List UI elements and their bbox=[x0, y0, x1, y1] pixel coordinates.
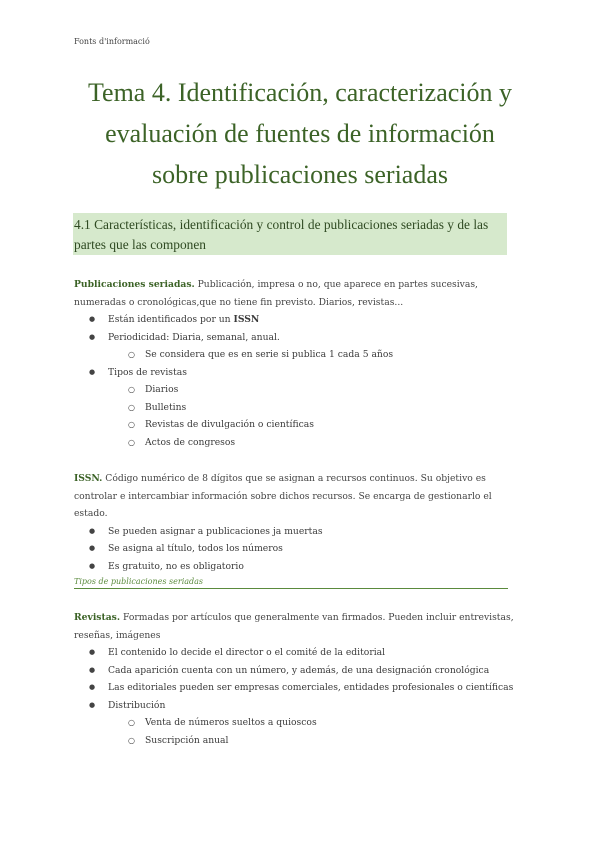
sub-list-item: ○ Revistas de divulgación o científicas bbox=[74, 416, 524, 434]
issn-block bbox=[74, 470, 524, 575]
issn-text: Código numérico de 8 dígitos que se asignan a recursos continuos. Su objetivo es controlar e intercambiar información sobre dichos recursos. Se encarga de gestionarlo el estado. bbox=[74, 473, 492, 519]
revistas-lead: Revistas. bbox=[74, 612, 121, 623]
issn-list bbox=[74, 523, 524, 576]
list-item: ● Se asigna al título, todos los números bbox=[74, 540, 524, 558]
list-item: ● Se pueden asignar a publicaciones ja muertas bbox=[74, 523, 524, 541]
revistas-list bbox=[74, 644, 524, 749]
tipos-subtitle: Tipos de publicaciones seriadas bbox=[74, 576, 508, 589]
running-header: Fonts d'informació bbox=[74, 37, 150, 46]
list-item: ● Cada aparición cuenta con un número, y además, de una designación cronológica bbox=[74, 662, 524, 680]
title-line-2: evaluación de fuentes de información bbox=[105, 119, 495, 148]
issn-paragraph bbox=[74, 470, 524, 523]
sub-list-item: ○ Diarios bbox=[74, 381, 524, 399]
list-item: ● Es gratuito, no es obligatorio bbox=[74, 558, 524, 576]
issn-lead: ISSN. bbox=[74, 473, 103, 484]
list-item: ● Periodicidad: Diaria, semanal, anual. bbox=[74, 329, 524, 347]
publicaciones-list bbox=[74, 311, 524, 451]
sub-list-item: ○ Venta de números sueltos a quioscos bbox=[74, 714, 524, 732]
revistas-paragraph bbox=[74, 609, 524, 644]
list-item: ● El contenido lo decide el director o el comité de la editorial bbox=[74, 644, 524, 662]
title-line-3: sobre publicaciones seriadas bbox=[151, 160, 448, 189]
revistas-text: Formadas por artículos que generalmente van firmados. Pueden incluir entrevistas, reseñas, imágenes bbox=[74, 612, 514, 641]
list-item: ● Las editoriales pueden ser empresas comerciales, entidades profesionales o científicas bbox=[74, 679, 524, 697]
sub-list-item: ○ Se considera que es en serie si publica 1 cada 5 años bbox=[74, 346, 524, 364]
publicaciones-paragraph bbox=[74, 276, 524, 311]
title-line-1: Tema 4. Identificación, caracterización y bbox=[87, 78, 513, 107]
list-item: ● Tipos de revistas bbox=[74, 364, 524, 382]
list-item bbox=[74, 311, 524, 329]
sub-list-item: ○ Bulletins bbox=[74, 399, 524, 417]
publicaciones-text: Publicación, impresa o no, que aparece en partes sucesivas, numeradas o cronológicas,que no tiene fin previsto. Diarios, revistas... bbox=[74, 279, 478, 308]
publicaciones-block bbox=[74, 276, 524, 451]
list-item: ● Distribución bbox=[74, 697, 524, 715]
list-item-text: Están identificados por un bbox=[108, 314, 234, 325]
sub-list-item: ○ Suscripción anual bbox=[74, 732, 524, 750]
page-title bbox=[40, 72, 560, 195]
sub-list-item: ○ Actos de congresos bbox=[74, 434, 524, 452]
section-heading: 4.1 Características, identificación y control de publicaciones seriadas y de las partes que las componen bbox=[73, 213, 507, 255]
revistas-block bbox=[74, 609, 524, 749]
publicaciones-lead: Publicaciones seriadas. bbox=[74, 279, 195, 290]
issn-bold: ISSN bbox=[233, 314, 260, 325]
